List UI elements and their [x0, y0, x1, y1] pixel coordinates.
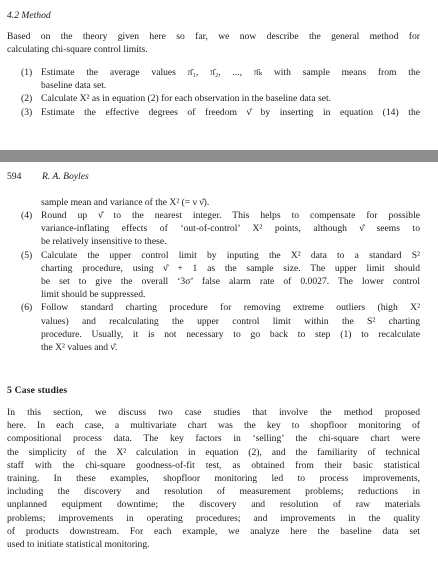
list-item-line: Calculate the upper control limit by inputing the X² data to a standard S² — [41, 249, 420, 261]
paragraph-line: staff with the chi-square goodness-of-fit test, as obtained from their basic statistical — [7, 459, 420, 471]
paragraph-line: calculating chi-square control limits. — [7, 44, 148, 56]
list-item-line: Round up ν̂ to the nearest integer. This helps to compensate for possible — [41, 210, 420, 221]
list-item-number: (6) — [21, 302, 33, 314]
paragraph-line: In this section, we discuss two case studies that involve the method proposed — [7, 407, 420, 418]
list-item — [21, 209, 420, 249]
list-item-number: (4) — [21, 210, 33, 221]
list-item-line: be set to give the overall ‘3σ’ false alarm rate of 0.0027. The lower control — [41, 276, 420, 288]
paragraph-line: here. In each case, a multivariate chart was the key to shopfloor monitoring of — [7, 420, 420, 432]
list-item-number: (5) — [21, 249, 33, 261]
list-item-line: procedure. Usually, it is not necessary to go back to step (1) to recalculate — [41, 328, 420, 340]
section-heading-method: 4.2 Method — [7, 10, 51, 21]
list-item-number: (1) — [21, 67, 33, 78]
paragraph-line: used to initiate statistical monitoring. — [7, 539, 150, 551]
running-header — [7, 170, 420, 184]
paragraph-line: Based on the theory given here so far, we now describe the general method for — [7, 31, 420, 42]
list-item — [21, 92, 420, 105]
list-item — [21, 66, 420, 92]
list-item-line: charting procedure, using ν̂ + 1 as the sample size. The upper limit should — [41, 262, 420, 274]
list-item — [21, 301, 420, 354]
list-item-line: be relatively insensitive to these. — [41, 236, 167, 248]
method-steps-list — [21, 66, 420, 119]
list-item-line: Calculate X² as in equation (2) for each observation in the baseline data set. — [41, 93, 332, 105]
list-item — [21, 106, 420, 119]
paragraph-line: problems; improvements in operating procedures; and improvements in the quality — [7, 512, 420, 524]
continuation-line: sample mean and variance of the X² (= ν ν̂). — [41, 197, 210, 208]
running-author: R. A. Boyles — [42, 171, 89, 182]
list-item-line: baseline data set. — [41, 80, 107, 92]
paragraph-line: compositional process data. The key factors in ‘selling’ the chi-square chart were — [7, 433, 420, 445]
list-item-number: (3) — [21, 106, 33, 118]
method-intro-paragraph — [7, 30, 420, 56]
list-item-line: Follow standard charting procedure for removing extreme outliers (high X² — [41, 302, 420, 314]
list-item-line: limit should be suppressed. — [41, 289, 146, 301]
page-break-divider — [0, 150, 438, 162]
case-studies-paragraph — [7, 406, 420, 551]
section-heading-case-studies: 5 Case studies — [7, 385, 68, 396]
continuation-text — [41, 196, 420, 209]
paragraph-line: unplanned equipment downtime; the discovery and resolution of raw materials — [7, 499, 420, 511]
paragraph-line: including the discovery and resolution of measurement problems; reductions in — [7, 486, 420, 498]
method-steps-list-continued — [21, 209, 420, 354]
list-item — [21, 249, 420, 302]
list-item-line: values) and recalculating the upper control limit within the S² charting — [41, 315, 420, 327]
paragraph-line: the simplicity of the X² calculation in equation (2), and the familiarity of technical — [7, 446, 420, 458]
top-page-fragment — [0, 0, 438, 150]
list-item-line: Estimate the effective degrees of freedom ν̂ by inserting in equation (14) the — [41, 106, 420, 118]
bottom-page-fragment — [0, 162, 438, 570]
paragraph-line: training. In these examples, shopfloor monitoring led to process improvements, — [7, 473, 420, 485]
paragraph-line: of products downstream. For each example, we analyze here the baseline data set — [7, 525, 420, 537]
list-item-line: variance-inflating effects of ‘out-of-control’ X² points, although ν̂ seems to — [41, 223, 420, 235]
list-item-line: Estimate the average values π̄₁, π̄₂, ..., π̄ₖ with sample means from the — [41, 67, 420, 78]
list-item-line: the X² values and ν̂. — [41, 342, 118, 354]
page-number: 594 — [7, 171, 22, 182]
list-item-number: (2) — [21, 93, 33, 105]
